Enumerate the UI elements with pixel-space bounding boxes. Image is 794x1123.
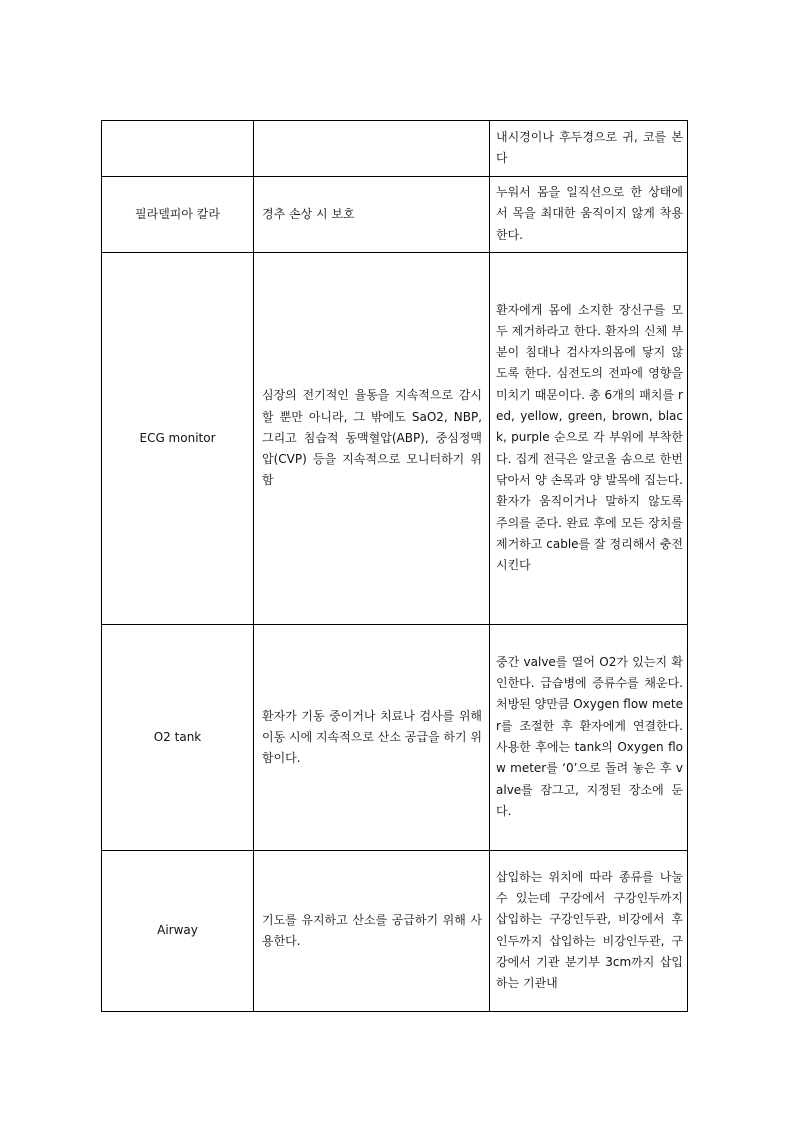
table-row [102, 625, 688, 851]
equipment-method: 중간 valve를 열어 O2가 있는지 확인한다. 급습병에 증류수를 채운다. 처방된 양만큼 Oxygen flow meter를 조절한 후 환자에게 연결한다. 사용한 후에는 tank의 Oxygen flow meter를 ‘0’으로 돌려 놓은 후 valve를 잠그고, 지정된 장소에 둔다. [496, 654, 683, 818]
table-row [102, 177, 688, 253]
equipment-name-cell [102, 625, 254, 851]
equipment-name: O2 tank [153, 729, 202, 744]
equipment-method: 환자에게 몸에 소지한 장신구를 모두 제거하라고 한다. 환자의 신체 부분이 침대나 검사자의몸에 닿지 않도록 한다. 심전도의 전파에 영향을 미치기 때문이다. 총 6개의 패치를 red, yellow, green, brown, black, purple 순으로 각 부위에 부착한다. 집게 전극은 알코올 솜으로 한번 닦아서 양 손목과 양 발목에 집는다. 환자가 움직이거나 말하지 않도록 주의를 준다. 완료 후에 모든 장치를 제거하고 cable를 잘 정리해서 충전시킨다 [496, 302, 683, 573]
equipment-purpose-cell [254, 851, 490, 1012]
equipment-method-cell [490, 253, 688, 625]
equipment-purpose: 환자가 기동 중이거나 치료나 검사를 위해 이동 시에 지속적으로 산소 공급을 하기 위함이다. [262, 708, 482, 766]
equipment-purpose: 기도를 유지하고 산소를 공급하기 위해 사용한다. [262, 912, 482, 948]
table-row [102, 851, 688, 1012]
equipment-name-cell [102, 253, 254, 625]
equipment-purpose-cell [254, 625, 490, 851]
equipment-method-cell [490, 121, 688, 177]
table-row [102, 121, 688, 177]
equipment-name: ECG monitor [139, 430, 216, 445]
equipment-name-cell [102, 177, 254, 253]
equipment-name: Airway [157, 923, 198, 938]
table-row [102, 253, 688, 625]
equipment-method-cell [490, 177, 688, 253]
equipment-method: 누워서 몸을 일직선으로 한 상태에서 목을 최대한 움직이지 않게 착용한다. [496, 185, 683, 242]
equipment-method-cell [490, 625, 688, 851]
equipment-name-cell [102, 121, 254, 177]
equipment-name: 필라델피아 칼라 [135, 206, 220, 221]
equipment-purpose-cell [254, 121, 490, 177]
equipment-method: 내시경이나 후두경으로 귀, 코를 본다 [496, 129, 683, 165]
equipment-purpose: 심장의 전기적인 율동을 지속적으로 감시할 뿐만 아니라, 그 밖에도 SaO2, NBP, 그리고 침습적 동맥혈압(ABP), 중심정맥압(CVP) 등을 지속적으로 모니터하기 위함 [262, 388, 482, 488]
equipment-name-cell [102, 851, 254, 1012]
equipment-method: 삽입하는 위치에 따라 종류를 나눌 수 있는데 구강에서 구강인두까지 삽입하는 구강인두관, 비강에서 후인두까지 삽입하는 비강인두관, 구강에서 기관 분기부 3cm까지 삽입하는 기관내 [496, 869, 683, 991]
equipment-purpose-cell [254, 177, 490, 253]
equipment-purpose: 경추 손상 시 보호 [262, 206, 355, 221]
equipment-purpose-cell [254, 253, 490, 625]
equipment-table [101, 120, 688, 1012]
equipment-method-cell [490, 851, 688, 1012]
